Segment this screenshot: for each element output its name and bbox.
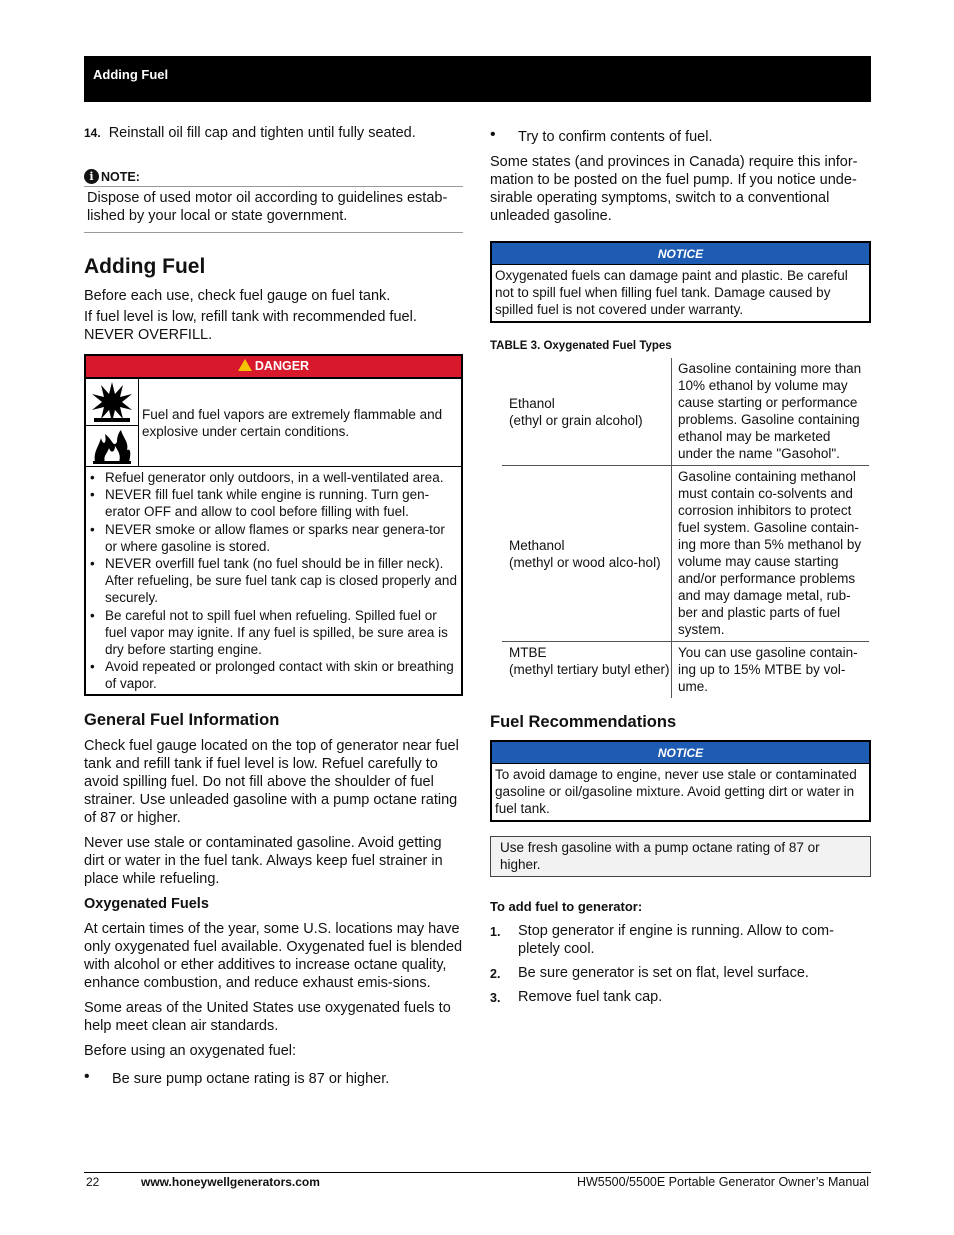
step-number: 3.	[490, 991, 501, 1005]
section-title: Adding Fuel	[84, 255, 206, 278]
manual-title: HW5500/5500E Portable Generator Owner’s Manual	[576, 1175, 869, 1189]
explosion-icon	[86, 379, 138, 425]
bullet-item: • Try to confirm contents of fuel.	[490, 128, 871, 146]
fuel-name: MTBE	[509, 645, 547, 660]
fuel-description: Gasoline containing methanol must contain co-solvents and corrosion inhibitors to protect fuel system. Gasoline contain-ing more than 5% methanol by volume may cause starting and/or performance problems and may damage metal, rub-ber and plastic parts of fuel system.	[672, 466, 870, 642]
note-label: NOTE:	[101, 169, 140, 184]
notice-box	[490, 740, 871, 822]
fuel-name: Methanol	[509, 537, 565, 553]
danger-item: • NEVER overfill fuel tank (no fuel should be in filler neck). After refueling, be sure fuel tank cap is closed properly and securely.	[88, 555, 457, 607]
footer-url: www.honeywellgenerators.com	[141, 1175, 320, 1189]
add-fuel-heading: To add fuel to generator:	[490, 899, 643, 914]
danger-box	[84, 354, 463, 696]
bullet-item: • Be sure pump octane rating is 87 or higher.	[84, 1070, 463, 1088]
fuel-name-cell	[502, 466, 672, 642]
danger-icons	[86, 379, 139, 466]
danger-item: • Avoid repeated or prolonged contact with skin or breathing of vapor.	[88, 658, 457, 692]
notice-box	[490, 241, 871, 323]
step-text: Stop generator if engine is running. Allow to com-pletely cool.	[518, 923, 834, 957]
intro-paragraph-2: If fuel level is low, refill tank with recommended fuel. NEVER OVERFILL.	[84, 309, 417, 343]
states-paragraph: Some states (and provinces in Canada) require this infor-mation to be posted on the fuel pump. If you notice unde-sirable operating symptoms, switch to a conventional unleaded gasoline.	[490, 154, 858, 224]
general-fuel-heading: General Fuel Information	[84, 710, 280, 729]
table-row	[502, 466, 869, 642]
step-14-text: Reinstall oil fill cap and tighten until fully seated.	[108, 125, 416, 141]
fuel-subname: (methyl tertiary butyl ether)	[509, 662, 670, 677]
step-item	[490, 964, 871, 982]
fuel-name: Ethanol	[509, 395, 555, 411]
danger-item: • Be careful not to spill fuel when refueling. Spilled fuel or fuel vapor may ignite. If any fuel is spilled, be sure area is dry before starting engine.	[88, 607, 457, 659]
fuel-recommendations-heading: Fuel Recommendations	[490, 713, 677, 731]
fuel-description: You can use gasoline contain-ing up to 15% MTBE by vol-ume.	[672, 642, 870, 699]
fresh-gasoline-box: Use fresh gasoline with a pump octane rating of 87 or higher.	[490, 836, 871, 877]
note-heading	[84, 169, 463, 184]
general-paragraph-1: Check fuel gauge located on the top of generator near fuel tank and refill tank if fuel level is low. Refuel carefully to avoid spilling fuel. Do not fill above the shoulder of fuel strainer. Use unleaded gasoline with a pump octane rating of 87 or higher.	[84, 737, 459, 826]
step-text: Remove fuel tank cap.	[518, 989, 663, 1005]
danger-item: • NEVER fill fuel tank while engine is running. Turn gen-erator OFF and allow to cool before filling with fuel.	[88, 486, 457, 520]
fuel-subname: (methyl or wood alco-hol)	[509, 554, 661, 570]
footer-divider	[84, 1172, 871, 1173]
general-paragraph-2: Never use stale or contaminated gasoline. Avoid getting dirt or water in the fuel tank. Always keep fuel strainer in place while refueling.	[84, 834, 443, 887]
notice-header: NOTICE	[492, 243, 869, 265]
oxygenated-paragraph-1: At certain times of the year, some U.S. locations may have only oxygenated fuel available. Oxygenated fuel is blended with alcohol or ether additives to increase octane quality, enhance combustion, and reduce exhaust emis-sions.	[84, 920, 463, 991]
oxygenated-fuels-heading: Oxygenated Fuels	[84, 895, 209, 912]
step-item	[490, 922, 871, 958]
oxygenated-paragraph-2: Some areas of the United States use oxygenated fuels to help meet clean air standards.	[84, 999, 451, 1034]
warning-triangle-icon	[238, 359, 252, 371]
danger-item: • NEVER smoke or allow flames or sparks near genera-tor or where gasoline is stored.	[88, 521, 457, 555]
danger-statement: Fuel and fuel vapors are extremely flammable and explosive under certain conditions.	[142, 406, 443, 439]
header-title: Adding Fuel	[93, 67, 169, 82]
fire-icon	[86, 425, 138, 466]
header-bar	[84, 56, 871, 102]
fuel-description: Gasoline containing more than 10% ethanol by volume may cause starting or performance problems. Gasoline containing ethanol may be marketed under the name "Gasohol".	[678, 361, 862, 461]
notice-text: Oxygenated fuels can damage paint and plastic. Be careful not to spill fuel when filling fuel tank. Damage caused by spilled fuel is not covered under warranty.	[495, 268, 848, 317]
info-icon: i	[84, 169, 99, 184]
notice-header: NOTICE	[492, 742, 869, 764]
step-number: 2.	[490, 967, 501, 981]
step-text: Be sure generator is set on flat, level surface.	[518, 965, 809, 981]
danger-statement-row	[86, 379, 461, 467]
step-14-number: 14.	[84, 126, 101, 140]
fuel-name-cell	[502, 358, 672, 466]
danger-item: • Refuel generator only outdoors, in a well-ventilated area.	[88, 469, 457, 486]
step-item	[490, 988, 871, 1006]
fuel-subname: (ethyl or grain alcohol)	[509, 412, 643, 428]
intro-paragraph-1: Before each use, check fuel gauge on fuel tank.	[84, 288, 391, 304]
step-14	[84, 124, 463, 142]
table-title: TABLE 3. Oxygenated Fuel Types	[490, 340, 672, 352]
oxygenated-paragraph-3: Before using an oxygenated fuel:	[84, 1042, 297, 1059]
note-box	[84, 186, 463, 233]
notice-text: To avoid damage to engine, never use stale or contaminated gasoline or oil/gasoline mixture. Avoid getting dirt or water in fuel tank.	[495, 767, 857, 816]
fuel-types-table	[502, 358, 869, 698]
right-column	[490, 118, 871, 1006]
left-column	[84, 118, 463, 1088]
page-number: 22	[86, 1175, 100, 1189]
danger-header	[86, 356, 461, 379]
table-row	[502, 642, 869, 699]
note-text: Dispose of used motor oil according to guidelines estab-lished by your local or state government.	[87, 190, 448, 224]
danger-list	[86, 467, 461, 694]
danger-label: DANGER	[254, 359, 310, 373]
step-number: 1.	[490, 925, 501, 939]
fuel-name-cell	[502, 642, 672, 699]
table-row	[502, 358, 869, 466]
